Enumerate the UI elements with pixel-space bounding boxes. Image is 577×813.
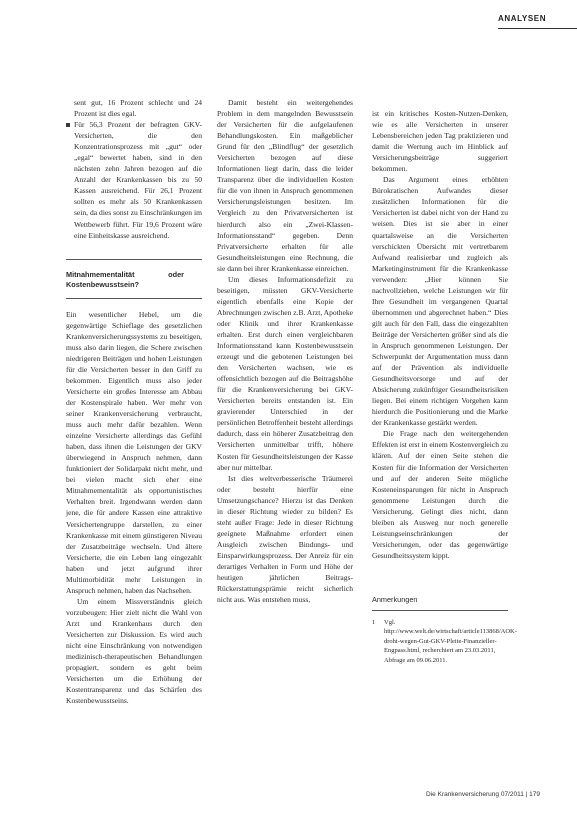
subheading: Mitnahmementalität oder Kostenbewusstsein? — [66, 269, 184, 289]
paragraph: Ist dies weltverbesserische Träumerei oder besteht hierfür eine Umsetzungschance? Hierzu ist das Denken in dieser Richtung wieder zu bilden? Es steht außer Frage: Jede in dieser Richtung geeignete Maßnahme erfordert einen Ausgleich zwischen Bindungs- und Einsparwirkungsprozess. Der Anreiz für ein derartiges Verhalten in Form und Höhe der heutigen jährlichen Beitrags-Rückerstattungsprämie reicht sicherlich nicht aus. Was entstehen muss, — [217, 473, 353, 605]
footnote-text: Vgl. http://www.welt.de/wirtschaft/article113868/AOK-droht-wegen-Gut-GKV-Pleite-Finanzieller-Engpass.html, recherchiert am 23.03.2011, Abfrage am 09.06.2011. — [384, 618, 517, 664]
section-label: ANALYSEN — [498, 14, 577, 29]
bullet-square-icon — [66, 123, 70, 127]
column-3 — [372, 108, 517, 665]
column-1 — [66, 97, 202, 706]
notes-rule — [372, 610, 508, 611]
column-2 — [217, 97, 353, 605]
footnote — [372, 618, 517, 665]
bullet-continuation: sent gut, 16 Prozent schlecht und 24 Prozent ist dies egal. — [74, 98, 202, 119]
paragraph: ist ein kritisches Kosten-Nutzen-Denken, wie es alle Versicherten in unserer Lebensbereichen jeden Tag praktizieren und damit die Wertung auch im Hinblick auf Versicherungsbeiträge suggeriert bekommen. — [372, 109, 508, 174]
bullet-item — [66, 119, 202, 241]
paragraph: Die Frage nach den weitergehenden Effekten ist erst in einem Kostenvergleich zu klären. Auf der einen Seite stehen die Kosten für die Information der Versicherten und auf der anderen Seite mögliche Kosteneinsparungen für nicht in Anspruch genommene Leistungen durch die Versicherung. Gelingt dies nicht, dann bleiben als Ausweg nur noch generelle Leistungseinschränkungen der Versicherungen, oder das gegenwärtige Gesundheitssystem kippt. — [372, 429, 508, 560]
notes-heading: Anmerkungen — [372, 594, 418, 604]
paragraph: Um dieses Informationsdefizit zu beseitigen, müssten GKV-Versicherte eigentlich ebenfalls eine Kopie der Abrechnungen zwischen z.B. Arzt, Apotheke oder Klinik und ihrer Krankenkasse erhalten. Erst durch einen vergleichbaren Informationsstand kann Kostenbewusstsein erzeugt und die gebotenen Leistungen bei den Versicherten wachsen, wie es offensichtlich bezogen auf die Beitragshöhe für die Krankenversicherung bei GKV-Versicherten bereits entstanden ist. Ein gravierender Unterschied in der persönlichen Betroffenheit besteht allerdings dadurch, dass ein höherer Zusatzbeitrag den Versicherten unmittelbar trifft, höhere Kosten für Gesundheitsleistungen der Kasse aber nur mittelbar. — [217, 274, 354, 472]
bullet-list — [66, 97, 202, 241]
paragraph: Um einem Missverständnis gleich vorzubeugen: Hier zielt nicht die Wahl von Arzt und Krankenhaus durch den Versicherten zur Diskussion. Es wird auch nicht eine Einschränkung von notwendigen medizinisch-therapeutischen Behandlungen propagiert, sondern es geht beim Versicherten um die Erhöhung der Kostentransparenz und das Schärfen des Kostenbewusstseins. — [66, 596, 202, 706]
subheading-rule-bottom — [66, 298, 202, 299]
footnote-number: 1 — [372, 618, 376, 626]
paragraph: Damit besteht ein weitergehendes Problem in dem mangelnden Bewusstsein der Versicherten für die aufgelaufenen Behandlungskosten. Ein maßgeblicher Grund für den „Blindflug“ der gesetzlich Versicherten bezogen auf diese Informationen liegt darin, dass die leider Transparenz über die individuellen Kosten für die von ihnen in Anspruch genommenen Versicherungsleistungen besitzen. Im Vergleich zu den Privatversicherten ist hierdurch also ein „Zwei-Klassen-Informationsstand“ gegeben. Denn Privatversicherte erhalten für alle Gesundheitsleistungen eine Rechnung, die sie dann bei ihrer Krankenkasse einreichen. — [217, 98, 353, 273]
paragraph: Das Argument eines erhöhten Bürokratischen Aufwandes dieser zusätzlichen Informationen für die Versicherten ist dabei nicht von der Hand zu weisen. Dies ist sie aber in einer quartalsweise an die Versicherten verschickten Übersicht mit vertretbarem Aufwand realisierbar und zugleich als Marketinginstrument für die Krankenkasse verwenden: „Hier können Sie nachvollziehen, welche Leistungen wir für Ihre Gesundheit im vergangenen Quartal übernommen und abgerechnet haben.“ Dies gilt auch für den Fall, dass die eingezahlten Beiträge der Versicherten größer sind als die in Anspruch genommenen Leistungen. Der Schwerpunkt der Argumentation muss dann auf der Prävention als individuelle Gesundheitsvorsorge und auf der Absicherung zukünftiger Gesundheitsrisiken liegen. Bei einem richtigen Vorgehen kann hierdurch die Positionierung und die Marke der Krankenkasse gestärkt werden. — [372, 175, 508, 428]
page-footer: Die Krankenversicherung 07/2011 | 179 — [426, 791, 540, 798]
paragraph: Ein wesentlicher Hebel, um die gegenwärtige Schieflage des gesetzlichen Krankenversicherungssystems zu beseitigen, muss also darin liegen, die Schere zwischen niedrigeren Beiträgen und hohen Leistungen für die Versicherten besser in den Griff zu bekommen. Eigentlich muss also jeder Versicherte ein großes Interesse am Abbau der Kostenspirale haben. Wer mehr von seiner Krankenversicherung verbraucht, muss auch mehr dafür bezahlen. Wenn einzelne Versicherte allerdings das Gefühl haben, dass ihnen die Leistungen der GKV überwiegend in Anspruch nehmen, dann funktioniert der Solidarpakt nicht mehr, und bei vielen macht sich eher eine Mitnahmementalität als opportunistisches Verhalten breit. Irgendwann werden dann jene, die für andere Kassen eine attraktive Versichertengruppe darstellen, zu einer Krankenkasse mit einem günstigeren Niveau der Zusatzbeiträge wechseln. Und ältere Versicherte, die ein Leben lang eingezahlt haben und jetzt aufgrund ihrer Multimorbidität mehr Leistungen in Anspruch nehmen, haben das Nachsehen. — [66, 309, 202, 595]
bullet-text: Für 56,3 Prozent der befragten GKV-Versicherten, die den Konzentrationsprozess mit „gut“ oder „egal“ bewertet haben, sind in den nächsten zehn Jahren bezogen auf die Anzahl der Krankenkassen bis zu 50 Kassen ausreichend. Für 26,1 Prozent sollten es mehr als 50 Krankenkassen sein, da dies sonst zu Einschränkungen im Wettbewerb führt. Für 19,6 Prozent wäre eine Einheitskasse ausreichend. — [74, 120, 202, 240]
subheading-rule — [66, 259, 202, 260]
